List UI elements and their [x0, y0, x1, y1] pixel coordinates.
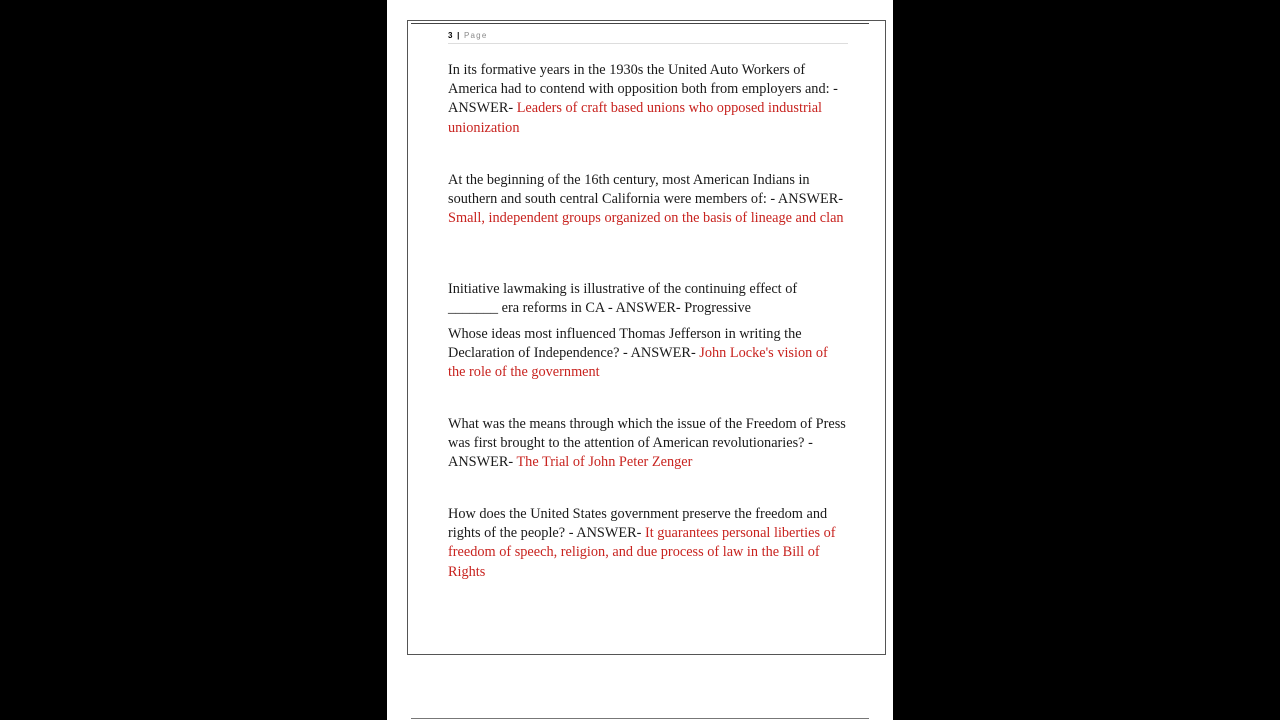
answer-text: It guarantees personal liberties of freedom of speech, religion, and due process of law in the Bill of Rights: [448, 525, 836, 580]
page-label: Page: [463, 31, 488, 40]
answer-text: Small, independent groups organized on the basis of lineage and clan: [448, 210, 844, 227]
qa-item-3: [448, 280, 848, 318]
question-text: At the beginning of the 16th century, most American Indians in southern and south central California were members of: - ANSWER-: [448, 172, 844, 208]
next-page-top-rule: [411, 718, 869, 719]
answer-text: John Locke's vision of the role of the government: [448, 345, 828, 381]
answer-text: The Trial of John Peter Zenger: [516, 454, 693, 471]
header-separator: |: [457, 31, 461, 40]
question-text: In its formative years in the 1930s the United Auto Workers of America had to contend with opposition both from employers and: - ANSWER-: [448, 62, 838, 117]
header-divider: [448, 43, 848, 44]
page-header: [448, 31, 487, 40]
document-page: [387, 0, 893, 720]
qa-item-1: [448, 61, 848, 138]
answer-text: Leaders of craft based unions who opposed industrial unionization: [448, 100, 823, 136]
qa-item-6: [448, 505, 848, 582]
qa-item-5: [448, 415, 848, 473]
question-text: Whose ideas most influenced Thomas Jefferson in writing the Declaration of Independence? - ANSWER-: [448, 326, 802, 362]
qa-item-4: [448, 325, 848, 383]
page-number: 3: [448, 31, 454, 40]
question-text: What was the means through which the issue of the Freedom of Press was first brought to the attention of American revolutionaries? - ANSWER-: [448, 416, 846, 471]
question-text: Initiative lawmaking is illustrative of the continuing effect of _______ era reforms in CA - ANSWER- Progressive: [448, 281, 798, 317]
question-text: How does the United States government preserve the freedom and rights of the people? - ANSWER-: [448, 506, 828, 542]
qa-item-2: [448, 171, 848, 229]
